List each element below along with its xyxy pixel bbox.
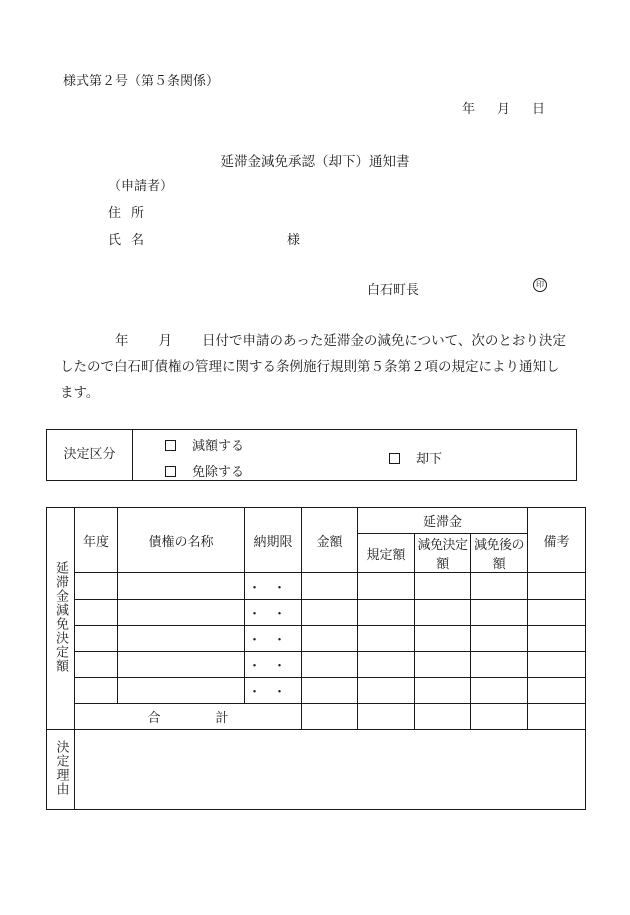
cell-year[interactable]	[75, 600, 118, 626]
option-reject-label: 却下	[416, 452, 443, 467]
applicant-label: （申請者）	[108, 179, 174, 194]
cell-after[interactable]	[471, 573, 528, 600]
sub-decided: 減免決定額	[415, 534, 471, 573]
cell-amount[interactable]	[302, 600, 358, 626]
cell-amount[interactable]	[302, 652, 358, 678]
form-number: 様式第２号（第５条関係）	[63, 74, 220, 89]
cell-prescribed[interactable]	[358, 652, 415, 678]
cell-amount[interactable]	[302, 626, 358, 652]
table-row	[47, 626, 586, 652]
cell-decided[interactable]	[415, 573, 471, 600]
cell-remarks[interactable]	[528, 600, 586, 626]
cell-prescribed[interactable]	[358, 600, 415, 626]
total-after[interactable]	[471, 704, 528, 730]
cell-amount[interactable]	[302, 573, 358, 600]
cell-year[interactable]	[75, 573, 118, 600]
reduction-table	[46, 507, 586, 810]
cell-remarks[interactable]	[528, 573, 586, 600]
table-row	[47, 652, 586, 678]
document-title: 延滞金減免承認（却下）通知書	[220, 154, 410, 170]
total-label-2: 計	[215, 711, 229, 726]
cell-after[interactable]	[471, 626, 528, 652]
cell-remarks[interactable]	[528, 678, 586, 704]
col-due: 納期限	[245, 508, 302, 573]
cell-name[interactable]	[118, 573, 245, 600]
reason-content[interactable]	[75, 730, 586, 810]
option-reduce[interactable]	[165, 435, 244, 454]
side-label-cell	[47, 508, 75, 730]
cell-name[interactable]	[118, 626, 245, 652]
issue-date	[462, 98, 545, 117]
total-label-1: 合	[147, 711, 161, 726]
honorific: 様	[287, 233, 301, 248]
col-remarks: 備考	[528, 508, 586, 573]
cell-decided[interactable]	[415, 600, 471, 626]
name-label: 氏名	[108, 233, 155, 248]
table-row	[47, 600, 586, 626]
total-decided[interactable]	[415, 704, 471, 730]
col-year: 年度	[75, 508, 118, 573]
body-month: 月	[158, 333, 172, 349]
cell-after[interactable]	[471, 652, 528, 678]
address-label: 住所	[108, 206, 155, 221]
reason-label: 決定理由	[53, 739, 69, 796]
body-year: 年	[115, 333, 129, 349]
cell-due[interactable]: ・・	[245, 600, 302, 626]
cell-due[interactable]: ・・	[245, 652, 302, 678]
cell-due[interactable]: ・・	[245, 573, 302, 600]
date-year-label: 年	[462, 102, 476, 117]
body-line1: 日付で申請のあった延滞金の減免について、次のとおり決定	[202, 333, 566, 349]
checkbox-reduce-icon[interactable]	[165, 440, 176, 451]
issuer-name: 白石町長	[367, 283, 420, 298]
date-month-label: 月	[497, 102, 511, 117]
cell-remarks[interactable]	[528, 626, 586, 652]
cell-after[interactable]	[471, 600, 528, 626]
total-prescribed[interactable]	[358, 704, 415, 730]
decision-label: 決定区分	[47, 430, 133, 480]
sub-prescribed: 規定額	[358, 534, 415, 573]
seal-mark: 印	[533, 278, 547, 292]
checkbox-exempt-icon[interactable]	[165, 466, 176, 477]
option-exempt[interactable]	[165, 461, 244, 480]
cell-due[interactable]: ・・	[245, 626, 302, 652]
total-row	[47, 704, 586, 730]
cell-name[interactable]	[118, 652, 245, 678]
cell-decided[interactable]	[415, 626, 471, 652]
cell-amount[interactable]	[302, 678, 358, 704]
cell-remarks[interactable]	[528, 652, 586, 678]
total-amount[interactable]	[302, 704, 358, 730]
cell-decided[interactable]	[415, 652, 471, 678]
date-day-label: 日	[532, 102, 546, 117]
checkbox-reject-icon[interactable]	[389, 453, 400, 464]
option-reduce-label: 減額する	[192, 439, 245, 454]
cell-prescribed[interactable]	[358, 626, 415, 652]
col-name: 債権の名称	[118, 508, 245, 573]
cell-name[interactable]	[118, 600, 245, 626]
table-row	[47, 573, 586, 600]
decision-box	[46, 429, 577, 481]
reason-label-cell	[47, 730, 75, 810]
cell-year[interactable]	[75, 678, 118, 704]
total-remarks[interactable]	[528, 704, 586, 730]
body-line2: したので白石町債権の管理に関する条例施行規則第５条第２項の規定により通知し	[60, 359, 560, 375]
cell-decided[interactable]	[415, 678, 471, 704]
option-reject[interactable]	[389, 448, 442, 467]
col-late-fee: 延滞金	[358, 508, 528, 534]
cell-after[interactable]	[471, 678, 528, 704]
body-line3: ます。	[60, 385, 100, 401]
table-row	[47, 678, 586, 704]
side-label: 延滞金減免決定額	[53, 560, 68, 673]
option-exempt-label: 免除する	[192, 465, 245, 480]
cell-year[interactable]	[75, 626, 118, 652]
sub-after: 減免後の額	[471, 534, 528, 573]
col-amount: 金額	[302, 508, 358, 573]
cell-prescribed[interactable]	[358, 678, 415, 704]
cell-name[interactable]	[118, 678, 245, 704]
cell-year[interactable]	[75, 652, 118, 678]
notice-body	[60, 328, 580, 406]
cell-due[interactable]: ・・	[245, 678, 302, 704]
total-label	[75, 704, 302, 730]
cell-prescribed[interactable]	[358, 573, 415, 600]
